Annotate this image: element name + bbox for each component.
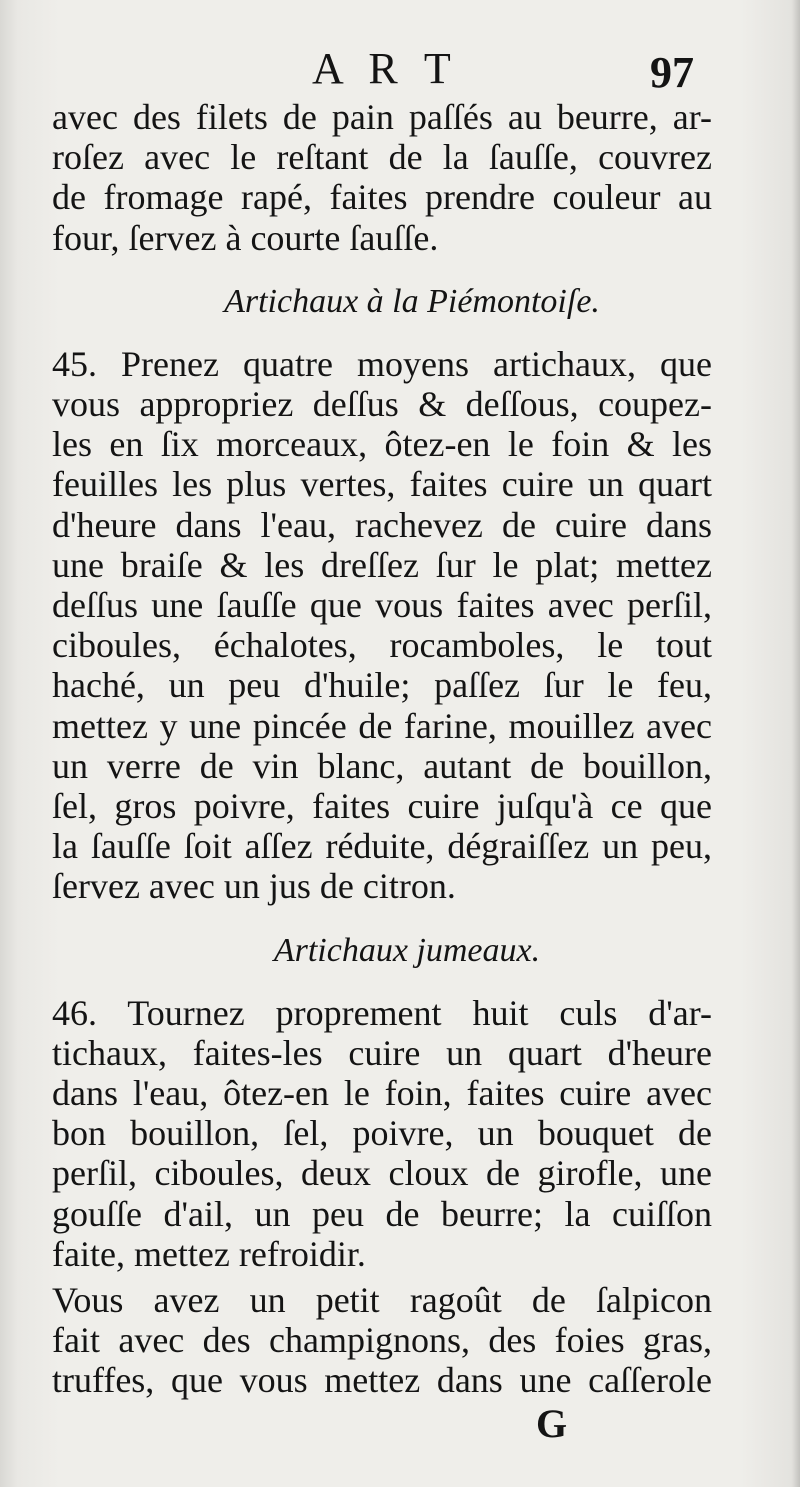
text-line: vous appropriez deſſus & deſſous, coupez- [52,384,712,425]
text-line: ſervez avec un jus de citron. [52,866,456,907]
text-line: truffes, que vous mettez dans une caſſerole [52,1360,712,1401]
text-line: dans l'eau, ôtez-en le foin, faites cuire avec [52,1073,712,1114]
text-line: les en ſix morceaux, ôtez-en le foin & les [52,424,712,465]
recipe-45-paragraph [52,344,712,907]
text-line: fait avec des champignons, des foies gras, [52,1320,712,1361]
scan-edge-shadow [792,0,800,1487]
text-line: de fromage rapé, faites prendre couleur au [52,177,712,218]
text-line: faite, mettez refroidir. [52,1233,366,1274]
text-line: deſſus une ſauſſe que vous faites avec perſil, [52,585,712,626]
text-line: d'heure dans l'eau, rachevez de cuire dans [52,504,712,545]
text-line: un verre de vin blanc, autant de bouillon, [52,745,712,786]
text-line: Vous avez un petit ragoût de ſalpicon [52,1280,712,1321]
page-number: 97 [650,48,694,97]
text-line: ciboules, échalotes, rocamboles, le tout [52,625,712,666]
text-line: roſez avec le reſtant de la ſauſſe, couvrez [52,137,712,178]
recipe-46-continuation [52,1280,712,1401]
recipe-46-paragraph [52,993,712,1274]
text-line: 46. Tournez proprement huit culs d'ar- [52,992,712,1033]
recipe-heading-jumeaux: Artichaux jumeaux. [273,931,541,969]
recipe-heading-piemontoise: Artichaux à la Piémontoiſe. [224,282,600,320]
text-line: 45. Prenez quatre moyens artichaux, que [52,343,712,384]
text-line: bon bouillon, ſel, poivre, un bouquet de [52,1113,712,1154]
text-line: tichaux, faites-les cuire un quart d'heure [52,1032,712,1073]
running-title: A R T [312,44,459,93]
signature-mark: G [536,1401,568,1446]
text-line: mettez y une pincée de farine, mouillez avec [52,705,712,746]
text-line: feuilles les plus vertes, faites cuire un quart [52,464,712,505]
text-line: ſel, gros poivre, faites cuire juſqu'à ce que [52,786,712,827]
text-line: four, ſervez à courte ſauſſe. [52,217,439,258]
text-line: haché, un peu d'huile; paſſez ſur le feu, [52,665,712,706]
text-line: une braiſe & les dreſſez ſur le plat; mettez [52,544,712,585]
running-head [0,44,800,97]
opening-paragraph [52,97,712,258]
text-line: perſil, ciboules, deux cloux de girofle, une [52,1153,712,1194]
text-block [52,97,712,1401]
text-line: gouſſe d'ail, un peu de beurre; la cuiſſon [52,1193,712,1234]
text-line: la ſauſſe ſoit aſſez réduite, dégraiſſez un peu, [52,826,712,867]
text-line: avec des filets de pain paſſés au beurre, ar- [52,97,712,137]
